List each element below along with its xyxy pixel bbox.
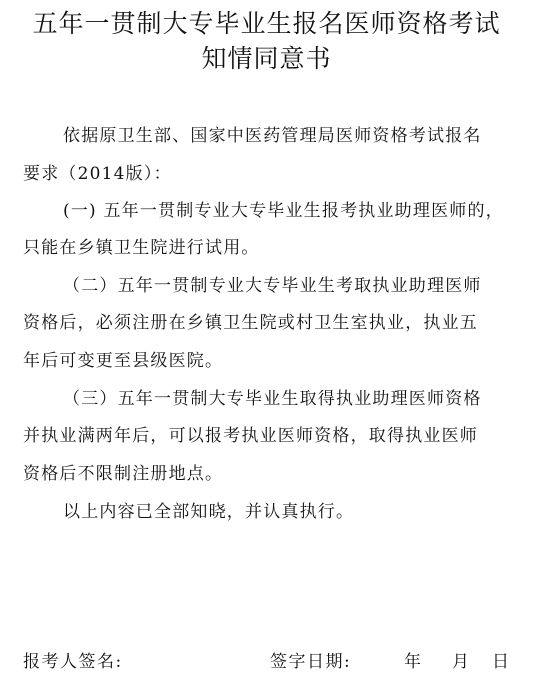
signature-date-label: 签字日期: <box>270 652 352 672</box>
clause-one-line: (一) 五年一贯制专业大专毕业生报考执业助理医师的， <box>63 201 504 221</box>
intro-paragraph-line: 要求（2014版）： <box>23 164 172 184</box>
clause-two-line: （二）五年一贯制专业大专毕业生考取执业助理医师 <box>63 276 482 296</box>
clause-three-line: 并执业满两年后，可以报考执业医师资格，取得执业医师 <box>23 426 478 446</box>
document-subtitle: 知情同意书 <box>201 44 332 73</box>
clause-three-line: 资格后不限制注册地点。 <box>23 464 224 484</box>
closing-statement: 以上内容已全部知晓，并认真执行。 <box>63 502 355 522</box>
date-year-label: 年 <box>404 652 423 672</box>
intro-paragraph-line: 依据原卫生部、国家中医药管理局医师资格考试报名 <box>63 126 482 146</box>
document-title: 五年一贯制大专毕业生报名医师资格考试 <box>32 9 501 38</box>
clause-one-line: 只能在乡镇卫生院进行试用。 <box>23 238 260 258</box>
date-day-label: 日 <box>492 652 511 672</box>
clause-three-line: （三）五年一贯制大专毕业生取得执业助理医师资格 <box>63 389 482 409</box>
clause-two-line: 年后可变更至县级医院。 <box>23 351 224 371</box>
applicant-signature-label: 报考人签名: <box>23 652 123 672</box>
clause-two-line: 资格后，必须注册在乡镇卫生院或村卫生室执业，执业五 <box>23 313 478 333</box>
date-month-label: 月 <box>452 652 471 672</box>
